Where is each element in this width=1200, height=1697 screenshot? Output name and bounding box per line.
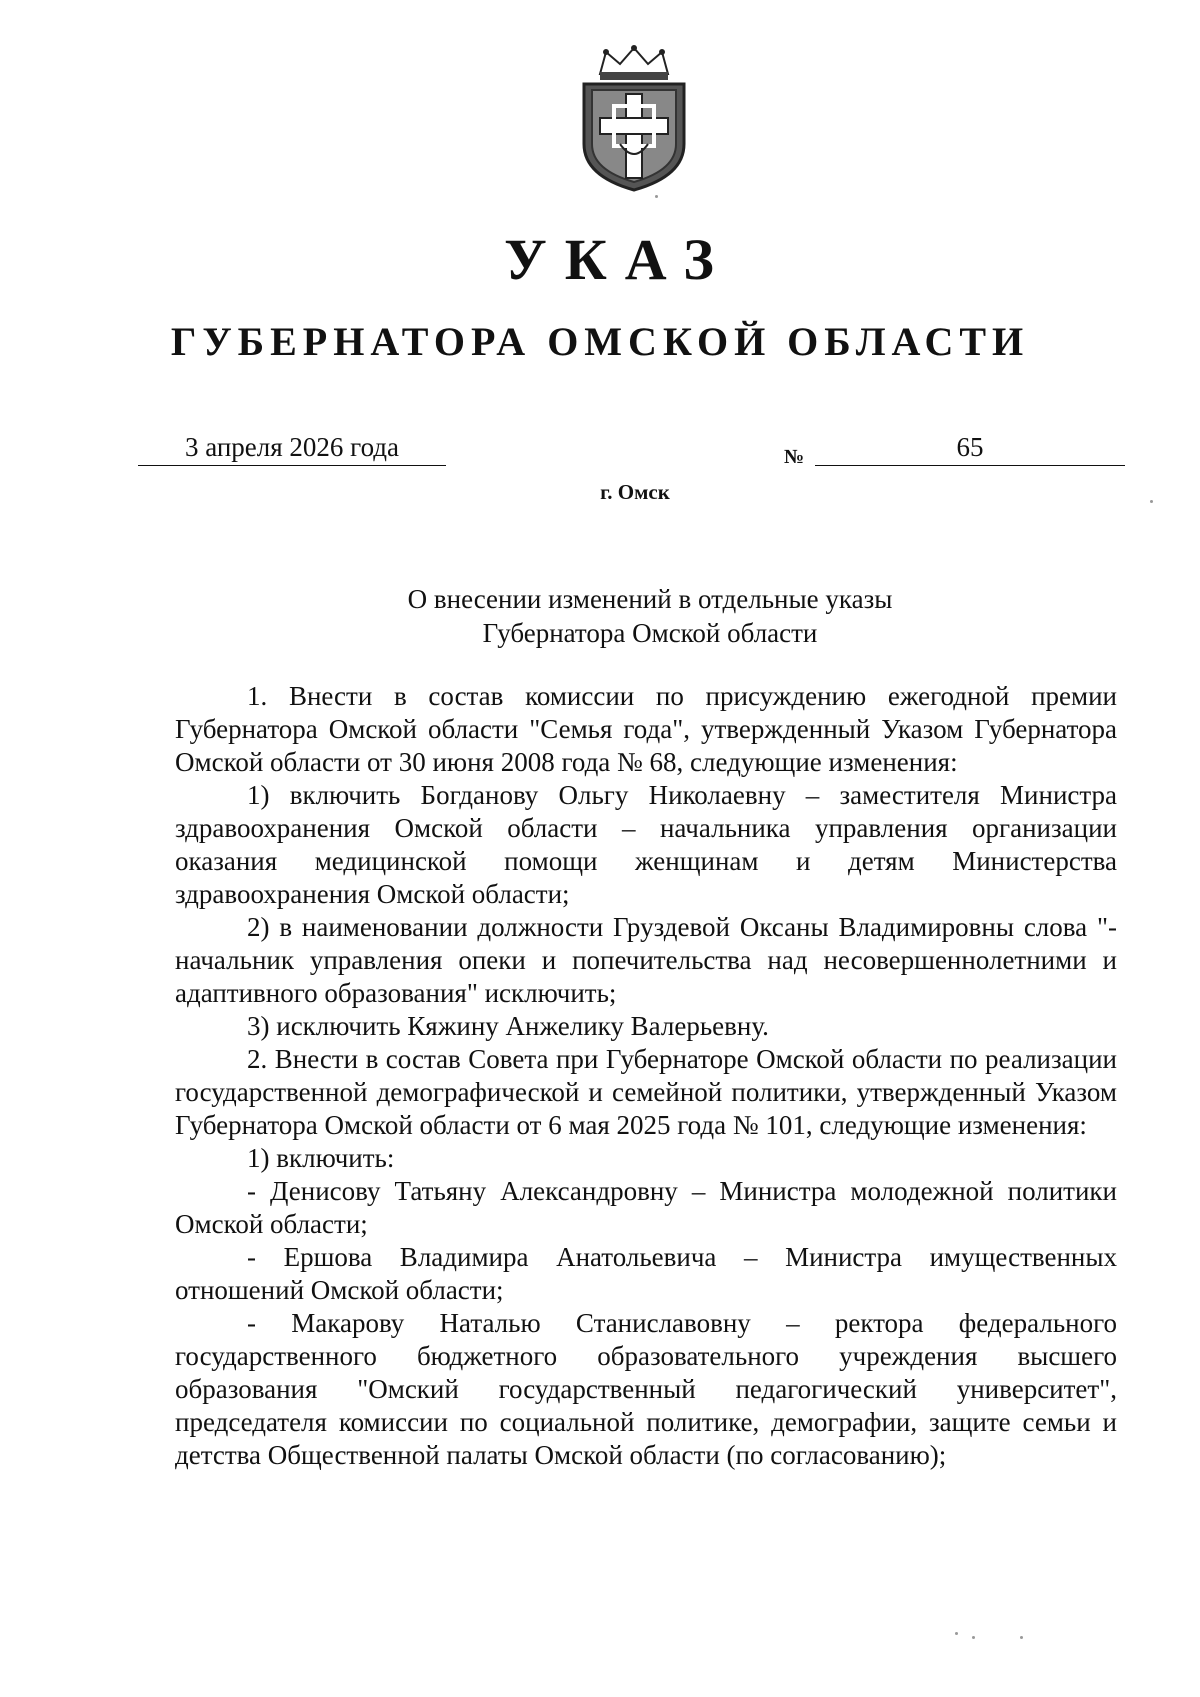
paragraph: - Макарову Наталью Станиславовну – ректора федерального государственного бюджетного образовательного учреждения высшего образования "Омский государственный педагогический университет", председателя комиссии по социальной политике, демографии, защите семьи и детства Общественной палаты Омской области (по согласованию); bbox=[175, 1308, 1117, 1470]
paragraph: 1) включить: bbox=[247, 1143, 395, 1173]
paragraph: 2. Внести в состав Совета при Губернаторе Омской области по реализации государственной демографической и семейной политики, утвержденный Указом Губернатора Омской области от 6 мая 2025 года № 101, следующие изменения: bbox=[175, 1044, 1117, 1140]
scan-artifact bbox=[972, 1636, 975, 1639]
paragraph: - Ершова Владимира Анатольевича – Министра имущественных отношений Омской области; bbox=[175, 1242, 1117, 1305]
scan-artifact bbox=[1150, 500, 1153, 503]
coat-of-arms-icon bbox=[570, 44, 698, 192]
paragraph: - Денисову Татьяну Александровну – Министра молодежной политики Омской области; bbox=[175, 1176, 1117, 1239]
paragraph: 3) исключить Кяжину Анжелику Валерьевну. bbox=[247, 1011, 769, 1041]
document-subtitle: ГУБЕРНАТОРА ОМСКОЙ ОБЛАСТИ bbox=[170, 319, 1030, 364]
paragraph: 1) включить Богданову Ольгу Николаевну – заместителя Министра здравоохранения Омской области – начальника управления организации оказания медицинской помощи женщинам и детям Министерства здравоохранения Омской области; bbox=[175, 780, 1117, 909]
paragraph: 1. Внести в состав комиссии по присуждению ежегодной премии Губернатора Омской области "Семья года", утвержденный Указом Губернатора Омской области от 30 июня 2008 года № 68, следующие изменения: bbox=[175, 681, 1117, 777]
scan-artifact bbox=[655, 195, 658, 198]
decree-date: 3 апреля 2026 года bbox=[138, 432, 446, 466]
document-title: УКАЗ bbox=[504, 227, 732, 292]
decree-subject bbox=[0, 582, 1200, 650]
decree-city: г. Омск bbox=[600, 480, 670, 504]
subject-line-2: Губернатора Омской области bbox=[482, 618, 818, 648]
scan-artifact bbox=[1020, 1636, 1023, 1639]
paragraph: 2) в наименовании должности Груздевой Оксаны Владимировны слова "- начальник управления опеки и попечительства над несовершеннолетними и адаптивного образования" исключить; bbox=[175, 912, 1117, 1008]
decree-number: 65 bbox=[815, 432, 1125, 466]
decree-number-label: № bbox=[784, 446, 805, 468]
scan-artifact bbox=[955, 1632, 958, 1635]
decree-body bbox=[175, 680, 1117, 1472]
subject-line-1: О внесении изменений в отдельные указы bbox=[407, 584, 893, 614]
